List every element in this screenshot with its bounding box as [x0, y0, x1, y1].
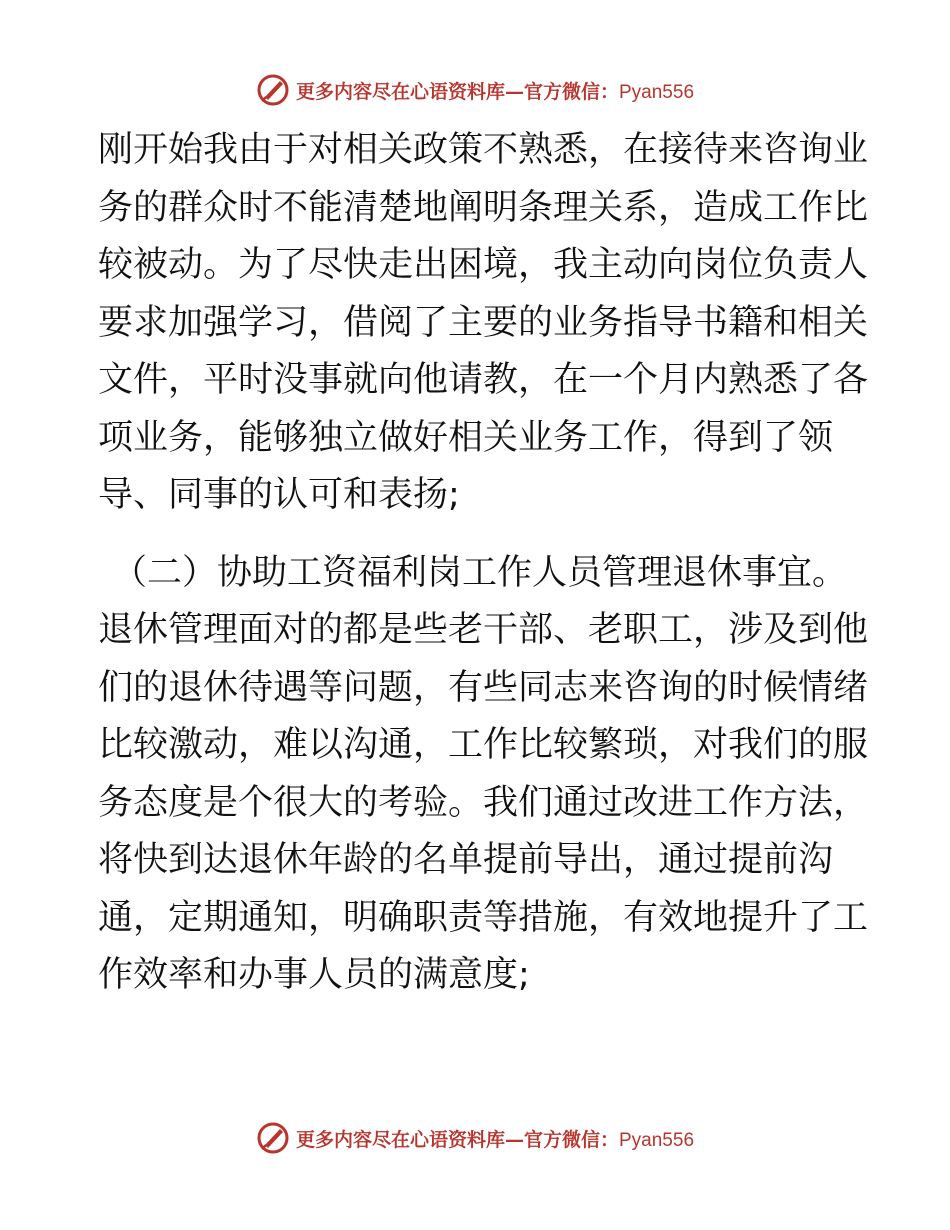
text-line: 将快到达退休年龄的名单提前导出，通过提前沟: [98, 840, 834, 880]
document-body: [98, 122, 869, 1005]
paragraph-1: [98, 122, 869, 525]
text-line: 务的群众时不能清楚地阐明条理关系，造成工作比: [98, 187, 869, 228]
text-line: 刚开始我由于对相关政策不熟悉，在接待来咨询业: [98, 130, 869, 170]
footer-banner: [0, 1118, 950, 1158]
quill-seal-icon: [256, 73, 290, 107]
text-line: 较被动。为了尽快走出困境，我主动向岗位负责人: [98, 245, 869, 285]
text-line: 退休管理面对的都是些老干部、老职工，涉及到他: [98, 610, 869, 650]
paragraph-2: [98, 545, 869, 1005]
text-line: 文件，平时没事就向他请教，在一个月内熟悉了各: [98, 360, 869, 400]
text-line: 项业务，能够独立做好相关业务工作，得到了领: [98, 417, 834, 458]
footer-banner-handle: Pyan556: [619, 1129, 695, 1151]
text-line: 通，定期通知，明确职责等措施，有效地提升了工: [98, 897, 869, 938]
section-heading: （二）协助工资福利岗工作人员管理退休事宜。: [112, 552, 848, 593]
text-line: 比较激动，难以沟通，工作比较繁琐，对我们的服: [98, 725, 869, 765]
text-line: 作效率和办事人员的满意度;: [98, 955, 530, 995]
text-line: 导、同事的认可和表扬;: [98, 475, 460, 515]
text-line: 务态度是个很大的考验。我们通过改进工作方法，: [98, 782, 869, 823]
header-banner-text: 更多内容尽在心语资料库—官方微信：: [295, 80, 619, 103]
text-line: 要求加强学习，借阅了主要的业务指导书籍和相关: [98, 302, 869, 343]
header-banner-handle: Pyan556: [619, 81, 695, 103]
header-banner: [0, 70, 950, 110]
footer-banner-text: 更多内容尽在心语资料库—官方微信：: [295, 1128, 619, 1151]
text-line: 们的退休待遇等问题，有些同志来咨询的时候情绪: [98, 667, 869, 708]
quill-seal-icon: [256, 1121, 290, 1155]
